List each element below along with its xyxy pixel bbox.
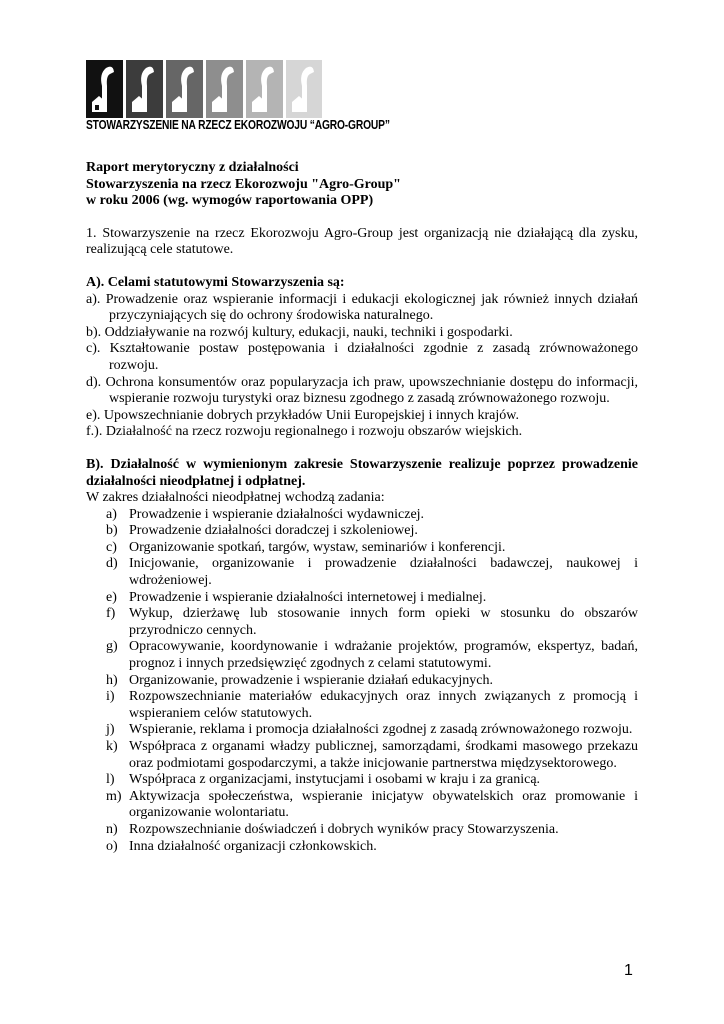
section-a-item: e). Upowszechnianie dobrych przykładów Unii Europejskiej i innych krajów. bbox=[86, 407, 519, 423]
list-marker: b) bbox=[106, 523, 118, 539]
list-item bbox=[86, 507, 638, 524]
list-marker: j) bbox=[106, 722, 115, 738]
list-item-text: Prowadzenie działalności doradczej i szkoleniowej. bbox=[129, 523, 418, 539]
section-a-item: d). Ochrona konsumentów oraz popularyzacja ich praw, upowszechnianie dostępu do informacji, wspieranie rozwoju turystyki oraz biznesu zgodnego z zasadą zrównoważonego rozwoju. bbox=[86, 374, 638, 407]
list-item-text: Rozpowszechnianie doświadczeń i dobrych wyników pracy Stowarzyszenia. bbox=[129, 821, 559, 837]
list-marker: a) bbox=[106, 506, 117, 522]
section-a-item: f.). Działalność na rzecz rozwoju regionalnego i rozwoju obszarów wiejskich. bbox=[86, 424, 523, 440]
list-item-text: Opracowywanie, koordynowanie i wdrażanie projektów, programów, ekspertyz, badań, prognoz i innych przedsięwzięć zgodnych z celami statutowymi. bbox=[129, 639, 638, 672]
document-body bbox=[86, 160, 638, 855]
report-title-line-2: Stowarzyszenia na rzecz Ekorozwoju "Agro-Group" bbox=[86, 176, 401, 192]
list-marker: i) bbox=[106, 689, 115, 705]
page-number: 1 bbox=[624, 962, 633, 979]
list-item bbox=[86, 772, 638, 789]
section-a-item: b). Oddziaływanie na rozwój kultury, edukacji, nauki, techniki i gospodarki. bbox=[86, 324, 513, 340]
list-item bbox=[86, 590, 638, 607]
organization-logo bbox=[86, 60, 390, 138]
section-b-subheading: W zakres działalności nieodpłatnej wchodzą zadania: bbox=[86, 490, 385, 506]
report-title-line-1: Raport merytoryczny z działalności bbox=[86, 160, 299, 175]
list-item-text: Rozpowszechnianie materiałów edukacyjnych oraz innych związanych z promocją i wspieraniem celów statutowych. bbox=[129, 689, 638, 721]
report-title-line-3: w roku 2006 (wg. wymogów raportowania OPP) bbox=[86, 193, 374, 209]
list-marker: n) bbox=[106, 821, 118, 837]
list-item bbox=[86, 722, 638, 739]
list-item-text: Prowadzenie i wspieranie działalności internetowej i medialnej. bbox=[129, 589, 487, 605]
list-marker: g) bbox=[106, 639, 118, 655]
list-item-text: Inna działalność organizacji członkowskich. bbox=[129, 838, 377, 854]
list-item bbox=[86, 606, 638, 639]
list-marker: o) bbox=[106, 838, 118, 854]
list-item-text: Współpraca z organami władzy publicznej, samorządami, środkami masowego przekazu oraz podmiotami gospodarczymi, a także inicjowanie partnerstwa międzysektorowego. bbox=[129, 739, 638, 771]
intro-paragraph: 1. Stowarzyszenie na rzecz Ekorozwoju Agro-Group jest organizacją nie działającą dla zysku, realizującą cele statutowe. bbox=[86, 225, 638, 258]
section-a-item: c). Kształtowanie postaw postępowania i działalności zgodnie z zasadą zrównoważonego rozwoju. bbox=[86, 341, 638, 373]
list-item bbox=[86, 639, 638, 672]
list-marker: l) bbox=[106, 772, 115, 788]
list-item-text: Prowadzenie i wspieranie działalności wydawniczej. bbox=[129, 506, 425, 522]
list-item bbox=[86, 789, 638, 822]
list-marker: c) bbox=[106, 539, 117, 555]
section-b-heading: B). Działalność w wymienionym zakresie Stowarzyszenie realizuje poprzez prowadzenie działalności nieodpłatnej i odpłatnej. bbox=[86, 456, 638, 489]
list-item-text: Współpraca z organizacjami, instytucjami i osobami w kraju i za granicą. bbox=[129, 772, 541, 788]
list-item-text: Aktywizacja społeczeństwa, wspieranie inicjatyw obywatelskich oraz promowanie i organizowanie wolontariatu. bbox=[129, 788, 638, 821]
list-item bbox=[86, 839, 638, 856]
list-marker: k) bbox=[106, 739, 118, 754]
list-item-text: Organizowanie, prowadzenie i wspieranie działań edukacyjnych. bbox=[129, 672, 493, 688]
list-item-text: Inicjowanie, organizowanie i prowadzenie działalności badawczej, naukowej i wdrożeniowej. bbox=[129, 556, 638, 589]
list-marker: e) bbox=[106, 589, 117, 605]
section-a-item: a). Prowadzenie oraz wspieranie informacji i edukacji ekologicznej jak również innych działań przyczyniających się do ochrony środowiska naturalnego. bbox=[86, 291, 638, 324]
section-a-heading: A). Celami statutowymi Stowarzyszenia są: bbox=[86, 274, 345, 290]
list-item bbox=[86, 739, 638, 772]
list-marker: d) bbox=[106, 556, 118, 572]
stork-logo-strip-icon bbox=[86, 60, 322, 120]
list-marker: h) bbox=[106, 672, 118, 688]
list-item-text: Organizowanie spotkań, targów, wystaw, seminariów i konferencji. bbox=[129, 539, 506, 555]
list-item bbox=[86, 556, 638, 589]
list-item bbox=[86, 540, 638, 557]
list-item-text: Wykup, dzierżawę lub stosowanie innych form opieki w stosunku do obszarów przyrodniczo cennych. bbox=[129, 606, 638, 638]
list-item-text: Wspieranie, reklama i promocja działalności zgodnej z zasadą zrównoważonego rozwoju. bbox=[129, 722, 633, 738]
list-marker: f) bbox=[106, 606, 116, 622]
list-item bbox=[86, 822, 638, 839]
list-item bbox=[86, 523, 638, 540]
logo-caption: STOWARZYSZENIE NA RZECZ EKOROZWOJU “AGRO-GROUP” bbox=[86, 118, 390, 132]
list-item bbox=[86, 673, 638, 690]
section-b-task-list bbox=[86, 507, 638, 855]
list-item bbox=[86, 689, 638, 722]
list-marker: m) bbox=[106, 788, 122, 804]
